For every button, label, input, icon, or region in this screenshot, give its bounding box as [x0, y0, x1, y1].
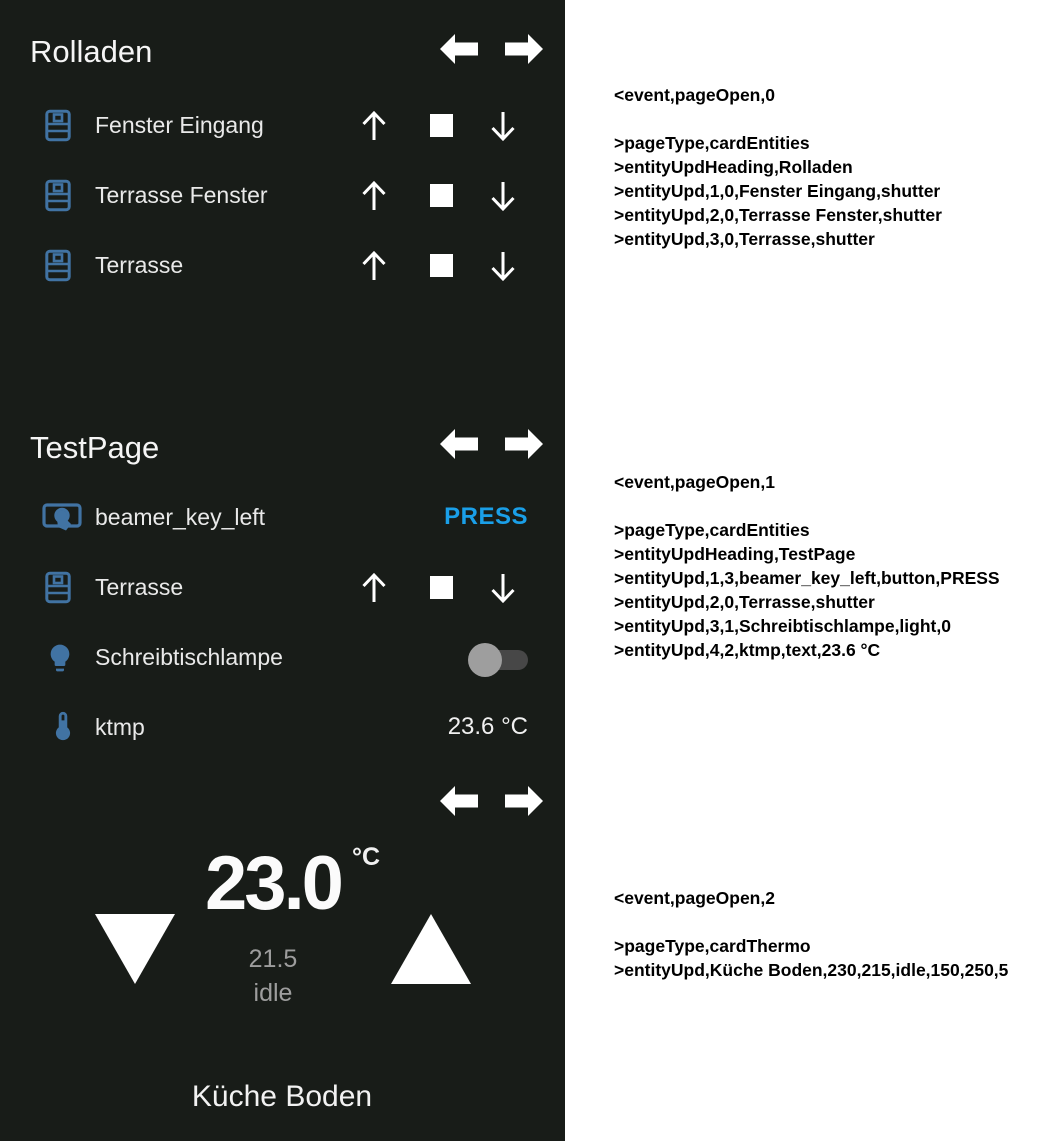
- page-next-button[interactable]: [505, 32, 542, 65]
- window-shutter-icon: [45, 179, 71, 212]
- entity-label: Schreibtischlampe: [95, 644, 283, 670]
- shutter-stop-button[interactable]: [430, 576, 453, 599]
- arrow-left-bold-icon: [440, 427, 477, 461]
- window-shutter-icon: [45, 109, 71, 142]
- log-block-page2: [614, 886, 1044, 982]
- arrow-right-bold-icon: [505, 427, 542, 461]
- stop-square-icon: [430, 576, 453, 599]
- shutter-stop-button[interactable]: [430, 184, 453, 207]
- window-shutter-icon: [45, 249, 71, 282]
- triangle-down-icon: [95, 914, 175, 984]
- light-toggle-switch[interactable]: [468, 643, 530, 677]
- card-testpage-title: TestPage: [30, 430, 160, 465]
- entity-label: Fenster Eingang: [95, 112, 264, 138]
- log-block-page1: [614, 470, 1044, 662]
- triangle-up-icon: [391, 914, 471, 984]
- arrow-right-bold-icon: [505, 32, 542, 66]
- lightbulb-icon: [44, 642, 76, 674]
- card-rolladen-title: Rolladen: [30, 34, 153, 69]
- page-prev-button[interactable]: [440, 427, 477, 460]
- page-next-button[interactable]: [505, 784, 542, 817]
- entity-label: Terrasse Fenster: [95, 182, 268, 208]
- log-line: >entityUpd,1,0,Fenster Eingang,shutter: [614, 181, 941, 201]
- log-line: >entityUpd,2,0,Terrasse Fenster,shutter: [614, 205, 942, 225]
- log-line: <event,pageOpen,0: [614, 85, 775, 105]
- window-shutter-icon: [45, 571, 71, 604]
- temp-increase-button[interactable]: [391, 914, 471, 984]
- log-line: >entityUpd,3,1,Schreibtischlampe,light,0: [614, 616, 951, 636]
- log-line: >pageType,cardEntities: [614, 133, 810, 153]
- arrow-right-bold-icon: [505, 784, 542, 818]
- log-line: >pageType,cardEntities: [614, 520, 810, 540]
- log-line: [614, 494, 1044, 518]
- log-line: >entityUpd,4,2,ktmp,text,23.6 °C: [614, 640, 881, 660]
- log-line: >entityUpd,3,0,Terrasse,shutter: [614, 229, 875, 249]
- arrow-left-bold-icon: [440, 32, 477, 66]
- shutter-down-button[interactable]: [488, 571, 518, 605]
- shutter-up-button[interactable]: [359, 571, 389, 605]
- shutter-up-button[interactable]: [359, 109, 389, 143]
- stop-square-icon: [430, 114, 453, 137]
- shutter-up-button[interactable]: [359, 249, 389, 283]
- log-line: >entityUpdHeading,Rolladen: [614, 157, 853, 177]
- log-line: >entityUpd,2,0,Terrasse,shutter: [614, 592, 875, 612]
- entity-label: Terrasse: [95, 252, 184, 278]
- thermostat-state: idle: [253, 979, 293, 1007]
- target-temperature: 21.5: [248, 945, 298, 973]
- thermometer-icon: [46, 709, 80, 743]
- shutter-stop-button[interactable]: [430, 254, 453, 277]
- gesture-tap-button-icon: [42, 499, 82, 535]
- log-line: >entityUpd,Küche Boden,230,215,idle,150,250,5: [614, 960, 1009, 980]
- log-line: <event,pageOpen,2: [614, 888, 775, 908]
- page-prev-button[interactable]: [440, 32, 477, 65]
- stop-square-icon: [430, 254, 453, 277]
- shutter-stop-button[interactable]: [430, 114, 453, 137]
- page-prev-button[interactable]: [440, 784, 477, 817]
- temperature-value: 23.6 °C: [447, 713, 528, 740]
- toggle-knob: [468, 643, 502, 677]
- arrow-left-bold-icon: [440, 784, 477, 818]
- thermostat-name: Küche Boden: [191, 1080, 373, 1113]
- temp-decrease-button[interactable]: [95, 914, 175, 984]
- log-line: [614, 910, 1044, 934]
- entity-label: Terrasse: [95, 574, 184, 600]
- shutter-up-button[interactable]: [359, 179, 389, 213]
- shutter-down-button[interactable]: [488, 179, 518, 213]
- log-line: >entityUpdHeading,TestPage: [614, 544, 856, 564]
- log-line: >entityUpd,1,3,beamer_key_left,button,PRESS: [614, 568, 1000, 588]
- page-next-button[interactable]: [505, 427, 542, 460]
- log-line: >pageType,cardThermo: [614, 936, 811, 956]
- temperature-unit: °C: [352, 843, 381, 871]
- press-button[interactable]: PRESS: [444, 503, 528, 530]
- current-temperature: 23.0: [205, 841, 341, 926]
- log-block-page0: [614, 83, 1044, 251]
- entity-label: beamer_key_left: [95, 504, 266, 530]
- entity-label: ktmp: [95, 714, 145, 740]
- log-line: <event,pageOpen,1: [614, 472, 775, 492]
- shutter-down-button[interactable]: [488, 109, 518, 143]
- log-line: [614, 107, 1044, 131]
- stop-square-icon: [430, 184, 453, 207]
- shutter-down-button[interactable]: [488, 249, 518, 283]
